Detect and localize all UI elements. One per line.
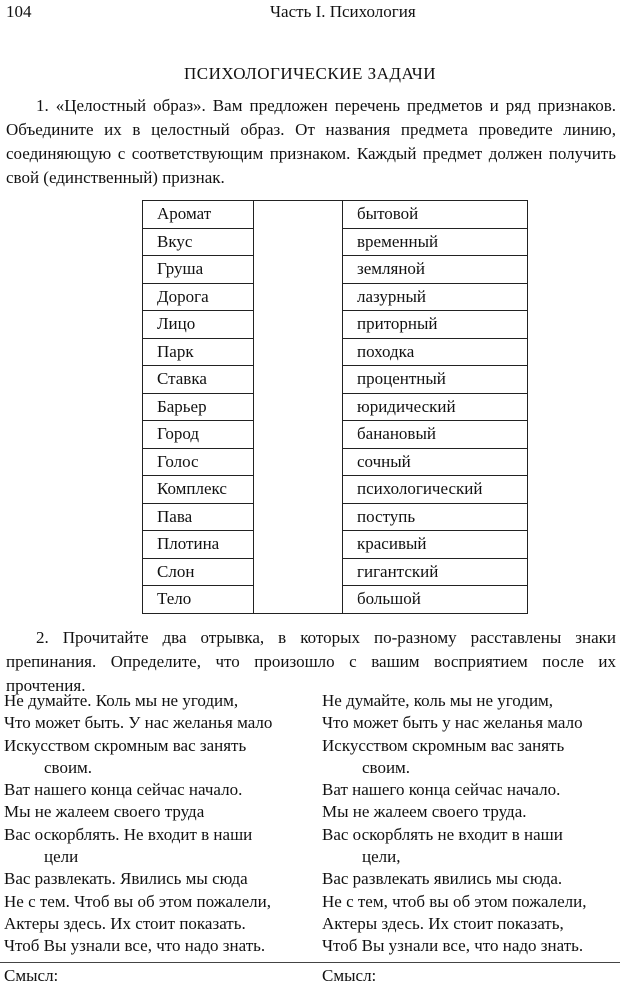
running-title: Часть I. Психология <box>270 2 416 21</box>
divider <box>0 962 620 963</box>
object-cell: Лицо <box>143 311 254 339</box>
poem-line: Чтоб Вы узнали все, что надо знать. <box>322 936 584 956</box>
poem-line: Вас развлекать явились мы сюда. <box>322 869 563 889</box>
poem-line: своим. <box>44 757 93 777</box>
poem-line: цели, <box>362 847 401 867</box>
poem-line: Мы не жалеем своего труда <box>4 802 205 822</box>
poem-left <box>4 690 314 958</box>
connect-area <box>254 338 343 366</box>
poem-line: цели <box>44 847 79 867</box>
connect-area <box>254 476 343 504</box>
object-cell: Ставка <box>143 366 254 394</box>
connect-area <box>254 448 343 476</box>
object-cell: Парк <box>143 338 254 366</box>
table-row <box>143 531 528 559</box>
attribute-cell: психологический <box>343 476 528 504</box>
attribute-cell: банановый <box>343 421 528 449</box>
object-cell: Комплекс <box>143 476 254 504</box>
attribute-cell: большой <box>343 586 528 614</box>
attribute-cell: приторный <box>343 311 528 339</box>
object-cell: Город <box>143 421 254 449</box>
poem-line: своим. <box>362 757 411 777</box>
poem-line: Не с тем. Чтоб вы об этом пожалели, <box>4 891 272 911</box>
poem-right <box>322 690 618 958</box>
connect-area <box>254 531 343 559</box>
table-row <box>143 421 528 449</box>
connect-area <box>254 586 343 614</box>
table-row <box>143 201 528 229</box>
poem-line: Вас развлекать. Явились мы сюда <box>4 869 248 889</box>
poem-line: Актеры здесь. Их стоит показать. <box>4 913 246 933</box>
attribute-cell: временный <box>343 228 528 256</box>
attribute-cell: процентный <box>343 366 528 394</box>
connect-area <box>254 256 343 284</box>
object-cell: Дорога <box>143 283 254 311</box>
table-row <box>143 283 528 311</box>
table-row <box>143 393 528 421</box>
table-row <box>143 256 528 284</box>
attribute-cell: гигантский <box>343 558 528 586</box>
poem-line: Ват нашего конца сейчас начало. <box>322 780 561 800</box>
poem-line: Ват нашего конца сейчас начало. <box>4 780 243 800</box>
object-cell: Плотина <box>143 531 254 559</box>
table-row <box>143 366 528 394</box>
connect-area <box>254 421 343 449</box>
connect-area <box>254 503 343 531</box>
object-cell: Вкус <box>143 228 254 256</box>
attribute-cell: земляной <box>343 256 528 284</box>
table-row <box>143 558 528 586</box>
table-row <box>143 503 528 531</box>
connect-area <box>254 283 343 311</box>
table-row <box>143 586 528 614</box>
poem-line: Не с тем, чтоб вы об этом пожалели, <box>322 891 587 911</box>
task1-text: 1. «Целостный образ». Вам предложен перечень предметов и ряд признаков. Объедините их в целостный образ. От названия предмета проведите линию, соединяющую с соответствующим признаком. Каждый предмет должен получить свой (единственный) признак. <box>6 96 616 187</box>
attribute-cell: поступь <box>343 503 528 531</box>
attribute-cell: сочный <box>343 448 528 476</box>
poem-line: Не думайте, коль мы не угодим, <box>322 691 554 710</box>
poem-line: Что может быть. У нас желанья мало <box>4 713 273 733</box>
attribute-cell: лазурный <box>343 283 528 311</box>
poem-line: Не думайте. Коль мы не угодим, <box>4 691 239 710</box>
connect-area <box>254 201 343 229</box>
meaning-label-left: Смысл: <box>4 966 59 985</box>
connect-area <box>254 393 343 421</box>
table-row <box>143 311 528 339</box>
attribute-cell: бытовой <box>343 201 528 229</box>
connect-area <box>254 558 343 586</box>
object-cell: Тело <box>143 586 254 614</box>
object-cell: Голос <box>143 448 254 476</box>
poem-line: Искусством скромным вас занять <box>4 735 247 755</box>
matching-table <box>142 200 528 614</box>
connect-area <box>254 311 343 339</box>
poem-line: Искусством скромным вас занять <box>322 735 565 755</box>
object-cell: Груша <box>143 256 254 284</box>
attribute-cell: походка <box>343 338 528 366</box>
section-title: ПСИХОЛОГИЧЕСКИЕ ЗАДАЧИ <box>183 64 437 83</box>
poem-line: Вас оскорблять. Не входит в наши <box>4 824 253 844</box>
poem-line: Что может быть у нас желанья мало <box>322 713 583 733</box>
table-row <box>143 338 528 366</box>
page-number: 104 <box>6 2 32 21</box>
object-cell: Пава <box>143 503 254 531</box>
object-cell: Аромат <box>143 201 254 229</box>
poem-line: Чтоб Вы узнали все, что надо знать. <box>4 936 266 956</box>
attribute-cell: юридический <box>343 393 528 421</box>
attribute-cell: красивый <box>343 531 528 559</box>
table-row <box>143 476 528 504</box>
poem-line: Актеры здесь. Их стоит показать, <box>322 913 564 933</box>
connect-area <box>254 228 343 256</box>
poem-line: Вас оскорблять не входит в наши <box>322 824 563 844</box>
table-row <box>143 228 528 256</box>
table-row <box>143 448 528 476</box>
task2-text: 2. Прочитайте два отрывка, в которых по-разному расставлены знаки препинания. Определите, что произошло с вашим восприятием после их прочтения. <box>6 628 616 695</box>
poem-line: Мы не жалеем своего труда. <box>322 802 527 822</box>
object-cell: Барьер <box>143 393 254 421</box>
connect-area <box>254 366 343 394</box>
object-cell: Слон <box>143 558 254 586</box>
meaning-label-right: Смысл: <box>322 966 377 985</box>
